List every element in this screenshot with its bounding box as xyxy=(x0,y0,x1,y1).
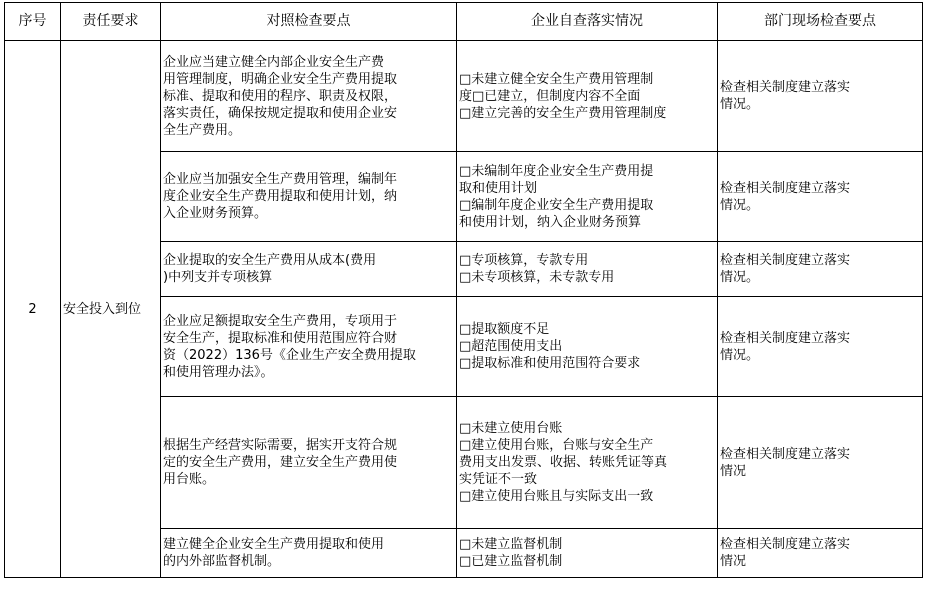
check-point-cell-line: 全生产费用。 xyxy=(163,122,242,138)
self-check-cell xyxy=(457,41,718,152)
self-check-cell-line: □提取额度不足 xyxy=(459,322,550,337)
check-point-cell-line: 建立健全企业安全生产费用提取和使用 xyxy=(163,537,385,552)
table-row xyxy=(5,41,923,152)
check-point-cell-line: 的内外部监督机制。 xyxy=(163,554,281,569)
check-point-cell xyxy=(161,297,457,397)
self-check-cell-line: 取和使用计划 xyxy=(459,180,538,196)
check-point-cell xyxy=(161,152,457,242)
header-row xyxy=(5,3,923,41)
self-check-cell-line: □未专项核算，未专款专用 xyxy=(459,270,615,285)
dept-check-cell-line: 检查相关制度建立落实 xyxy=(720,80,851,95)
check-point-cell-line: 落实责任，确保按规定提取和使用企业安 xyxy=(163,105,398,121)
dept-check-cell xyxy=(718,297,923,397)
self-check-cell-line: □建立使用台账，台账与安全生产 xyxy=(459,438,654,453)
check-point-cell xyxy=(161,242,457,297)
check-point-cell xyxy=(161,41,457,152)
dept-check-cell-line: 检查相关制度建立落实 xyxy=(720,330,851,346)
check-point-cell xyxy=(161,397,457,529)
dept-check-cell-line: 检查相关制度建立落实 xyxy=(720,537,851,552)
header-responsibility: 责任要求 xyxy=(61,3,161,41)
self-check-cell-line: □未编制年度企业安全生产费用提 xyxy=(459,163,654,179)
check-point-cell-line: 入企业财务预算。 xyxy=(163,206,268,221)
dept-check-cell xyxy=(718,41,923,152)
check-point-cell xyxy=(161,529,457,578)
self-check-cell-line: □未建立健全安全生产费用管理制 xyxy=(459,71,654,87)
dept-check-cell xyxy=(718,152,923,242)
check-point-cell-line: 企业应当建立健全内部企业安全生产费 xyxy=(163,54,385,70)
safety-investment-checklist-table xyxy=(4,2,923,578)
check-point-cell-line: 企业应足额提取安全生产费用，专项用于 xyxy=(163,313,398,329)
self-check-cell-line: □未建立监督机制 xyxy=(459,537,563,552)
dept-check-cell xyxy=(718,242,923,297)
dept-check-cell-line: 检查相关制度建立落实 xyxy=(720,180,851,196)
check-point-cell-line: )中列支并专项核算 xyxy=(163,270,273,285)
self-check-cell xyxy=(457,152,718,242)
header-self-check: 企业自查落实情况 xyxy=(457,3,718,41)
self-check-cell-line: 实凭证不一致 xyxy=(459,472,538,487)
check-point-cell-line: 安全生产，提取标准和使用范围应符合财 xyxy=(163,330,398,346)
header-dept-check: 部门现场检查要点 xyxy=(718,3,923,41)
self-check-cell xyxy=(457,529,718,578)
check-point-cell-line: 用台账。 xyxy=(163,472,216,487)
check-point-cell-line: 用管理制度，明确企业安全生产费用提取 xyxy=(163,71,398,87)
check-point-cell-line: 企业提取的安全生产费用从成本(费用 xyxy=(163,253,377,268)
dept-check-cell xyxy=(718,529,923,578)
dept-check-cell-line: 情况。 xyxy=(720,270,760,285)
self-check-cell-line: □未建立使用台账 xyxy=(459,421,563,436)
self-check-cell-line: □建立完善的安全生产费用管理制度 xyxy=(459,105,667,121)
check-point-cell-line: 标准、提取和使用的程序、职责及权限， xyxy=(163,88,398,104)
dept-check-cell-line: 检查相关制度建立落实 xyxy=(720,446,851,462)
header-check-points: 对照检查要点 xyxy=(161,3,457,41)
dept-check-cell-line: 检查相关制度建立落实 xyxy=(720,253,851,268)
check-point-cell-line: 资（2022）136号《企业生产安全费用提取 xyxy=(163,347,416,363)
self-check-cell-line: □建立使用台账且与实际支出一致 xyxy=(459,489,654,504)
dept-check-cell-line: 情况 xyxy=(720,463,747,479)
responsibility-cell: 安全投入到位 xyxy=(61,41,161,578)
check-point-cell-line: 定的安全生产费用，建立安全生产费用使 xyxy=(163,455,398,470)
self-check-cell-line: □编制年度企业安全生产费用提取 xyxy=(459,197,654,213)
self-check-cell-line: 费用支出发票、收据、转账凭证等真 xyxy=(459,455,668,470)
self-check-cell xyxy=(457,397,718,529)
self-check-cell-line: 度□已建立，但制度内容不全面 xyxy=(459,88,641,104)
dept-check-cell-line: 情况。 xyxy=(720,347,760,363)
self-check-cell xyxy=(457,297,718,397)
dept-check-cell-line: 情况 xyxy=(720,554,747,569)
self-check-cell-line: □提取标准和使用范围符合要求 xyxy=(459,356,641,371)
dept-check-cell xyxy=(718,397,923,529)
self-check-cell-line: 和使用计划，纳入企业财务预算 xyxy=(459,214,642,230)
dept-check-cell-line: 情况。 xyxy=(720,97,760,112)
self-check-cell-line: □专项核算，专款专用 xyxy=(459,253,589,268)
self-check-cell xyxy=(457,242,718,297)
check-point-cell-line: 度企业安全生产费用提取和使用计划，纳 xyxy=(163,189,398,204)
check-point-cell-line: 根据生产经营实际需要，据实开支符合规 xyxy=(163,438,398,453)
seq-cell: 2 xyxy=(5,41,61,578)
dept-check-cell-line: 情况。 xyxy=(720,197,760,213)
self-check-cell-line: □已建立监督机制 xyxy=(459,554,563,569)
check-point-cell-line: 和使用管理办法》。 xyxy=(163,364,274,380)
header-seq: 序号 xyxy=(5,3,61,41)
check-point-cell-line: 企业应当加强安全生产费用管理，编制年 xyxy=(163,172,398,187)
self-check-cell-line: □超范围使用支出 xyxy=(459,339,563,354)
